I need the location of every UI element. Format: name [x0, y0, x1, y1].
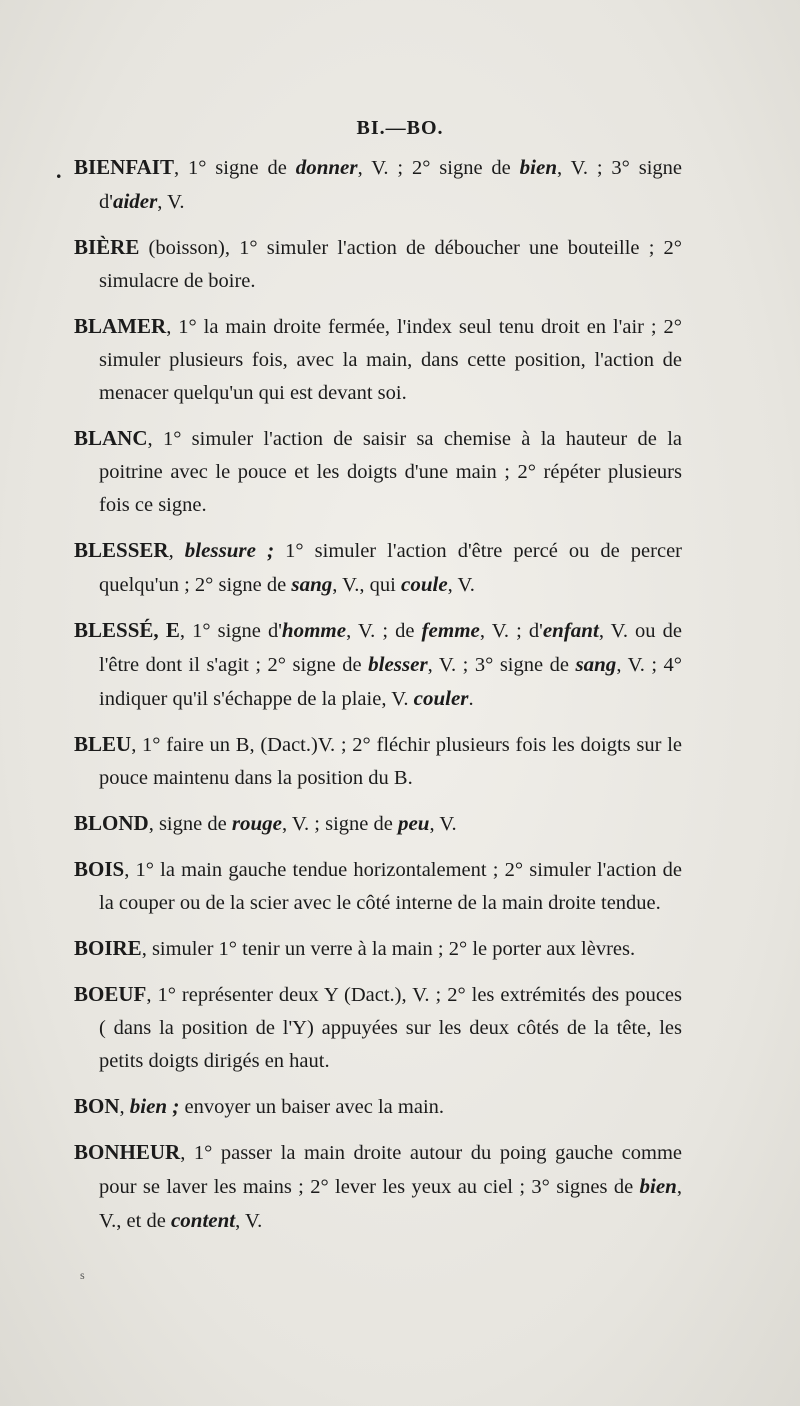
dictionary-entry	[74, 728, 682, 795]
dictionary-entry	[74, 614, 682, 716]
margin-note: s	[80, 1268, 85, 1282]
dictionary-entry	[74, 151, 682, 219]
entry-text: , V. ; signe de	[282, 813, 398, 835]
entry-text: , V.	[235, 1210, 263, 1232]
entry-keyword: bien	[519, 155, 558, 179]
entry-keyword: coule	[401, 572, 448, 596]
entry-keyword: aider	[112, 189, 158, 213]
entry-text: envoyer un baiser avec la main.	[179, 1096, 445, 1118]
entry-text: , 1° simuler l'action de saisir sa chemise à la hauteur de la poitrine avec le pouce et les doigts d'une main ; 2° répéter plusieurs fois ce signe.	[99, 428, 682, 516]
margin-bullet: .	[56, 158, 62, 183]
entry-text: , V. ; de	[346, 620, 422, 642]
entry-text: (boisson), 1° simuler l'action de déboucher une bouteille ; 2° simulacre de boire.	[99, 237, 682, 292]
entry-text: , V. ; 4° indiquer qu'il s'échappe de la plaie, V.	[99, 654, 683, 710]
entry-headword: BIÈRE	[74, 235, 140, 259]
entry-keyword: bien	[639, 1174, 677, 1198]
entry-text: , signe de	[148, 813, 232, 835]
dictionary-entry	[74, 1136, 682, 1238]
dictionary-entry	[74, 231, 682, 298]
entry-text: , V. ; 3° signe de	[427, 654, 576, 676]
entry-headword: BONHEUR	[74, 1140, 181, 1164]
entry-text: , 1° passer la main droite autour du poing gauche comme pour se laver les mains ; 2° lever les yeux au ciel ; 3° signes de	[99, 1142, 682, 1198]
entry-keyword: donner	[295, 155, 358, 179]
entry-text: , V., qui	[332, 574, 401, 596]
entry-text: , V. ou de l'être dont il s'agit ; 2° signe de	[99, 620, 682, 676]
entry-headword: BLEU	[74, 732, 132, 756]
entry-keyword: couler	[413, 686, 469, 710]
entry-headword: BOIS	[74, 857, 125, 881]
dictionary-entry	[74, 932, 682, 966]
entry-headword: BLESSER	[74, 538, 169, 562]
entry-text: , V., et de	[99, 1176, 682, 1232]
dictionary-entries	[74, 151, 682, 1250]
entry-text: , V. ; d'	[479, 620, 543, 642]
entry-text: ,	[168, 540, 185, 562]
entry-text: , V. ; 2° signe de	[357, 157, 520, 179]
entry-text: , 1° signe de	[173, 157, 296, 179]
entry-headword: BLAMER	[74, 314, 167, 338]
entry-keyword: sang	[291, 572, 333, 596]
entry-text: , V.	[429, 813, 457, 835]
entry-text: , 1° la main droite fermée, l'index seul tenu droit en l'air ; 2° simuler plusieurs fois, avec la main, dans cette position, l'action de menacer quelqu'un qui est devant soi.	[99, 316, 682, 404]
dictionary-entry	[74, 807, 682, 841]
entry-keyword: content	[170, 1208, 236, 1232]
entry-headword: BON	[74, 1094, 120, 1118]
dictionary-entry	[74, 534, 682, 602]
entry-text: , V.	[157, 191, 185, 213]
entry-text: .	[468, 688, 474, 710]
entry-keyword: femme	[421, 618, 480, 642]
entry-keyword: blessure ;	[184, 538, 275, 562]
entry-headword: BLESSÉ, E	[74, 618, 180, 642]
entry-text: , 1° signe d'	[179, 620, 282, 642]
entry-headword: BLOND	[74, 811, 149, 835]
entry-text: , simuler 1° tenir un verre à la main ; 2° le porter aux lèvres.	[141, 938, 636, 960]
dictionary-entry	[74, 978, 682, 1078]
dictionary-entry	[74, 310, 682, 410]
entry-keyword: bien ;	[129, 1094, 180, 1118]
entry-headword: BOIRE	[74, 936, 142, 960]
entry-keyword: peu	[397, 811, 430, 835]
entry-text: 1° simuler l'action d'être percé ou de percer quelqu'un ; 2° signe de	[99, 540, 682, 596]
entry-text: , V. ; 3° signe d'	[99, 157, 682, 213]
entry-keyword: blesser	[368, 652, 428, 676]
entry-keyword: homme	[281, 618, 347, 642]
entry-text: , 1° représenter deux Y (Dact.), V. ; 2° les extrémités des pouces ( dans la position de l'Y) appuyées sur les deux côtés de la tête, les petits doigts dirigés en haut.	[99, 984, 682, 1072]
dictionary-entry	[74, 1090, 682, 1124]
entry-text: , 1° la main gauche tendue horizontalement ; 2° simuler l'action de la couper ou de la scier avec le côté interne de la main droite tendue.	[99, 859, 682, 914]
entry-headword: BIENFAIT	[74, 155, 174, 179]
entry-keyword: enfant	[542, 618, 599, 642]
page-header: BI.—BO.	[356, 117, 444, 139]
entry-text: , 1° faire un B, (Dact.)V. ; 2° fléchir plusieurs fois les doigts sur le pouce maintenu dans la position du B.	[99, 734, 682, 789]
entry-headword: BLANC	[74, 426, 148, 450]
entry-keyword: rouge	[231, 811, 282, 835]
dictionary-entry	[74, 853, 682, 920]
entry-headword: BOEUF	[74, 982, 147, 1006]
entry-keyword: sang	[575, 652, 617, 676]
entry-text: ,	[119, 1096, 130, 1118]
dictionary-entry	[74, 422, 682, 522]
entry-text: , V.	[447, 574, 475, 596]
